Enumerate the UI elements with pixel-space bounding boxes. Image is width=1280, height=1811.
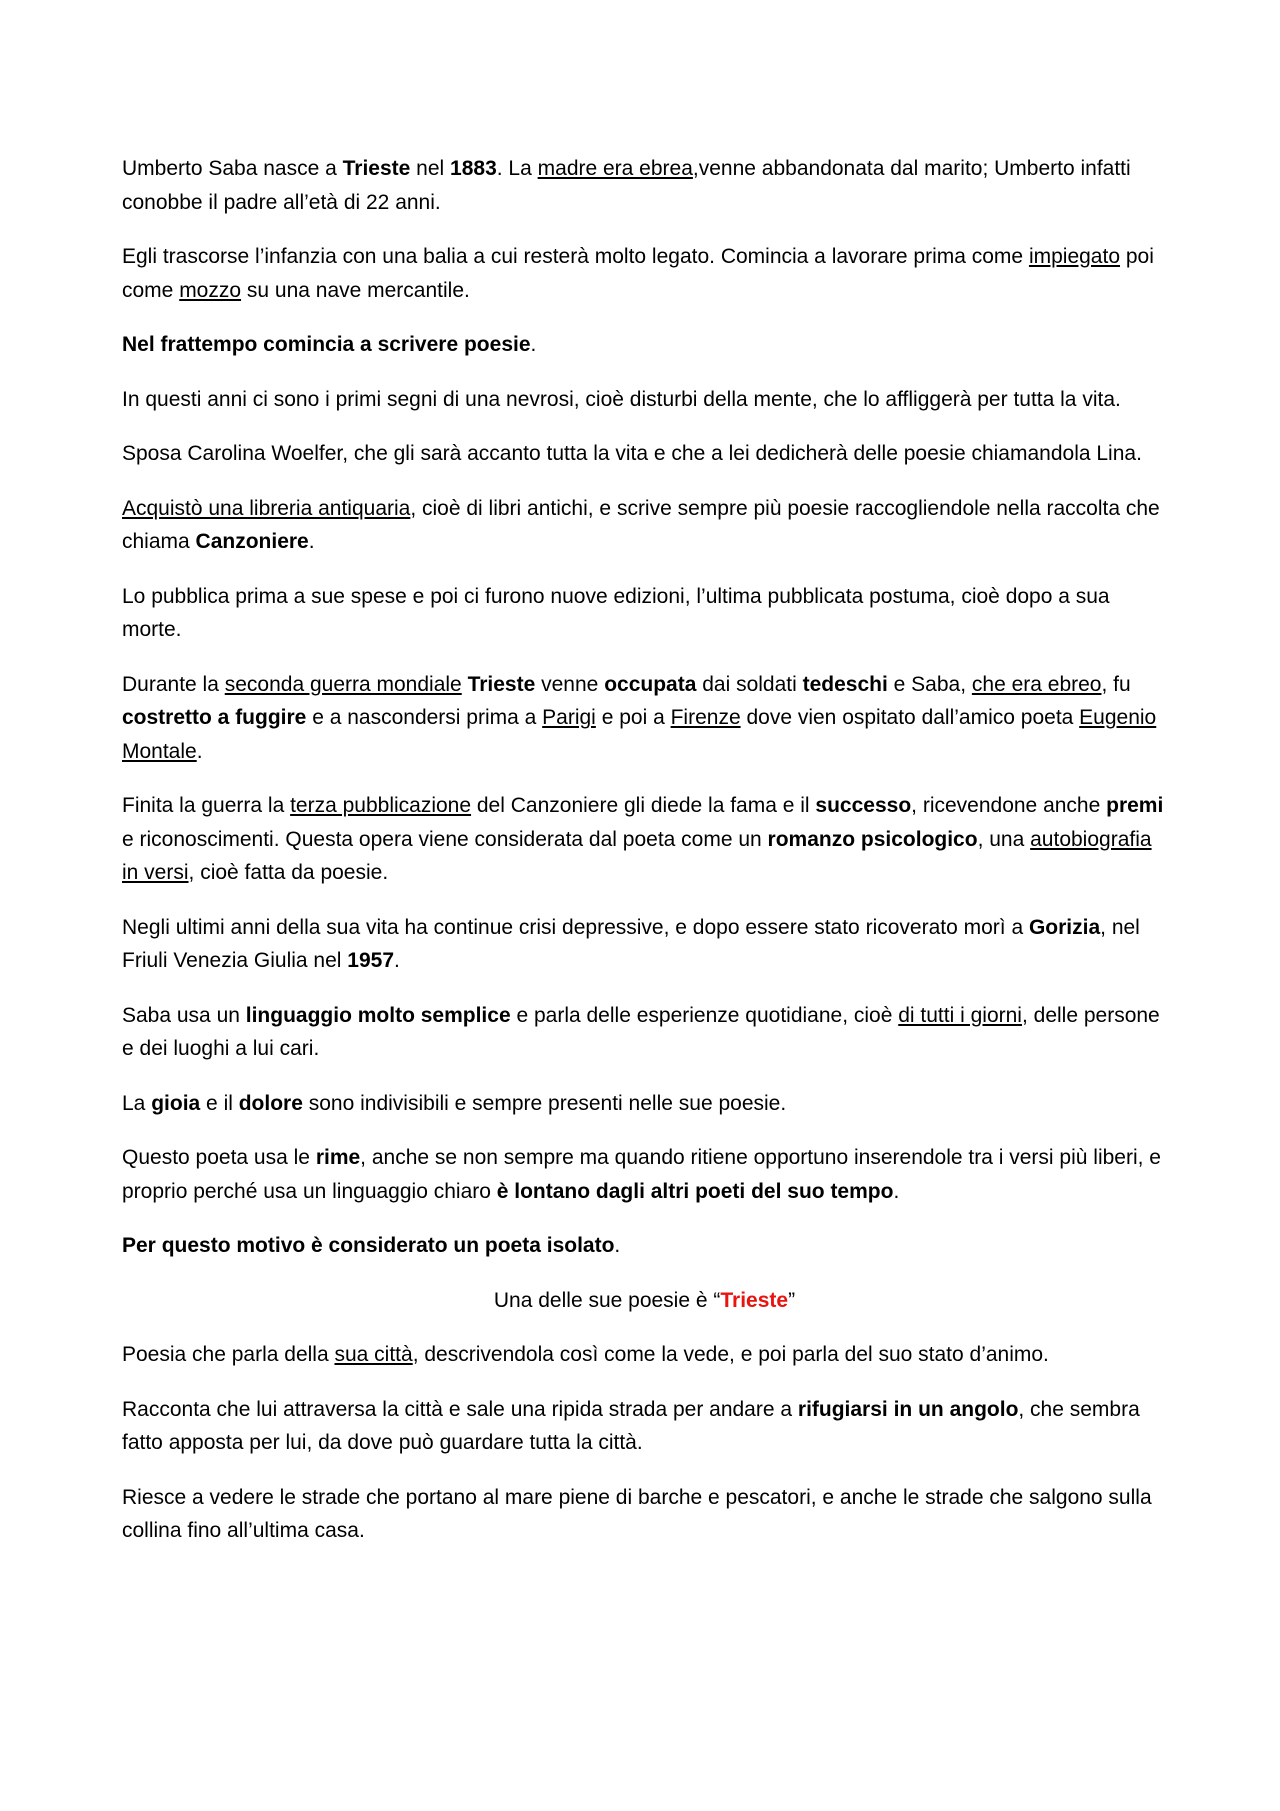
text-run: e poi a: [595, 706, 671, 729]
document-page: [122, 152, 1167, 1569]
paragraph: [122, 1393, 1167, 1460]
bold-run: Gorizia: [1028, 915, 1101, 939]
bold-run: 1957: [347, 949, 394, 972]
underlined-run: madre era ebrea: [537, 157, 693, 180]
highlighted-title-run: Trieste: [720, 1288, 789, 1312]
text-run: Durante la: [122, 672, 225, 696]
paragraph: [122, 1141, 1167, 1208]
text-run: , una: [977, 827, 1031, 851]
underlined-run: impiegato: [1028, 245, 1120, 268]
text-run: Sposa Carolina Woelfer, che gli sarà accanto tutta la vita e che a lei dedicherà delle poesie chiamandola Lina.: [122, 442, 1142, 465]
bold-run: costretto a fuggire: [122, 706, 307, 729]
paragraph: [122, 1229, 1167, 1263]
paragraph: [122, 1481, 1167, 1548]
text-run: , che sembra fatto apposta per lui, da dove può guardare tutta la città.: [122, 1397, 1140, 1454]
underlined-run: terza pubblicazione: [290, 794, 472, 817]
underlined-run: autobiografia in versi: [122, 827, 1152, 884]
text-run: e parla delle esperienze quotidiane, cioè: [510, 1003, 899, 1027]
text-run: .: [614, 1234, 621, 1257]
text-run: , cioè fatta da poesie.: [188, 861, 389, 884]
text-run: .: [530, 333, 537, 356]
paragraph: [122, 240, 1167, 307]
bold-run: Trieste: [467, 672, 536, 696]
text-run: La: [122, 1091, 152, 1115]
bold-run: tedeschi: [802, 672, 888, 696]
text-run: .: [308, 530, 315, 553]
paragraph: [122, 668, 1167, 769]
bold-run: è lontano dagli altri poeti del suo tempo: [496, 1179, 894, 1203]
underlined-run: Firenze: [670, 706, 741, 729]
text-run: Riesce a vedere le strade che portano al mare piene di barche e pescatori, e anche le strade che salgono sulla collina fino all’ultima casa.: [122, 1485, 1152, 1542]
bold-run: linguaggio molto semplice: [245, 1003, 511, 1027]
text-run: venne: [535, 672, 605, 696]
paragraph: [122, 789, 1167, 890]
centered-paragraph: [122, 1284, 1167, 1318]
bold-run: rime: [315, 1146, 361, 1169]
underlined-run: Eugenio Montale: [122, 706, 1157, 763]
text-run: Umberto Saba nasce a: [122, 157, 343, 180]
text-run: , nel Friuli Venezia Giulia nel: [122, 915, 1140, 972]
bold-run: Nel frattempo comincia a scrivere poesie: [122, 333, 531, 356]
text-run: Saba usa un: [122, 1003, 246, 1027]
text-run: , cioè di libri antichi, e scrive sempre più poesie raccogliendole nella raccolta che chiama: [122, 496, 1160, 553]
text-run: e riconoscimenti. Questa opera viene considerata dal poeta come un: [122, 827, 768, 851]
bold-run: premi: [1106, 794, 1164, 817]
bold-run: rifugiarsi in un angolo: [797, 1397, 1019, 1421]
text-run: nel: [410, 157, 451, 180]
text-run: ”: [788, 1288, 796, 1312]
paragraph: [122, 1338, 1167, 1372]
bold-run: Trieste: [342, 157, 411, 180]
text-run: , anche se non sempre ma quando ritiene opportuno inserendole tra i versi più liberi, e proprio perché usa un linguaggio chiaro: [122, 1146, 1161, 1203]
paragraph: [122, 328, 1167, 362]
text-run: Egli trascorse l’infanzia con una balia a cui resterà molto legato. Comincia a lavorare prima come: [122, 245, 1029, 268]
underlined-run: Parigi: [542, 706, 596, 729]
text-run: . La: [496, 157, 538, 180]
bold-run: 1883: [450, 157, 497, 180]
bold-run: successo: [815, 794, 912, 817]
text-run: poi come: [122, 245, 1154, 302]
text-run: Una delle sue poesie è “: [493, 1288, 721, 1312]
paragraph: [122, 580, 1167, 647]
text-run: , fu: [1101, 672, 1131, 696]
text-run: del Canzoniere gli diede la fama e il: [471, 794, 816, 817]
text-run: .: [893, 1179, 900, 1203]
text-run: dove vien ospitato dall’amico poeta: [740, 706, 1080, 729]
text-run: Finita la guerra la: [122, 794, 291, 817]
underlined-run: sua città: [334, 1343, 413, 1366]
text-run: Racconta che lui attraversa la città e sale una ripida strada per andare a: [122, 1397, 798, 1421]
bold-run: romanzo psicologico: [767, 827, 978, 851]
text-run: , descrivendola così come la vede, e poi parla del suo stato d’animo.: [412, 1343, 1049, 1366]
paragraph: [122, 437, 1167, 471]
text-run: Poesia che parla della: [122, 1343, 335, 1366]
text-run: , delle persone e dei luoghi a lui cari.: [122, 1003, 1160, 1060]
bold-run: Canzoniere: [195, 530, 309, 553]
paragraph: [122, 1087, 1167, 1121]
paragraph: [122, 999, 1167, 1066]
text-run: .: [196, 739, 203, 763]
paragraph: [122, 152, 1167, 219]
underlined-run: seconda guerra mondiale: [224, 672, 462, 696]
paragraph: [122, 383, 1167, 417]
text-run: sono indivisibili e sempre presenti nelle sue poesie.: [302, 1091, 787, 1115]
paragraph: [122, 911, 1167, 978]
underlined-run: mozzo: [179, 278, 242, 302]
text-run: e Saba,: [887, 672, 972, 696]
bold-run: dolore: [238, 1091, 303, 1115]
text-run: dai soldati: [696, 672, 803, 696]
text-run: ,venne abbandonata dal marito; Umberto infatti conobbe il padre all’età di 22 anni.: [122, 157, 1131, 214]
text-run: .: [394, 949, 400, 972]
text-run: Negli ultimi anni della sua vita ha continue crisi depressive, e dopo essere stato ricoverato morì a: [122, 915, 1029, 939]
underlined-run: che era ebreo: [971, 672, 1102, 696]
text-run: In questi anni ci sono i primi segni di una nevrosi, cioè disturbi della mente, che lo affliggerà per tutta la vita.: [122, 387, 1121, 411]
text-run: , ricevendone anche: [911, 794, 1107, 817]
bold-run: gioia: [151, 1091, 201, 1115]
underlined-run: di tutti i giorni: [898, 1003, 1022, 1027]
text-run: su una nave mercantile.: [241, 278, 470, 302]
text-run: Questo poeta usa le: [122, 1146, 316, 1169]
paragraph: [122, 492, 1167, 559]
underlined-run: Acquistò una libreria antiquaria: [122, 496, 411, 520]
text-run: e a nascondersi prima a: [306, 706, 543, 729]
text-run: Lo pubblica prima a sue spese e poi ci furono nuove edizioni, l’ultima pubblicata postuma, cioè dopo a sua morte.: [122, 584, 1110, 641]
text-run: e il: [200, 1091, 239, 1115]
bold-run: Per questo motivo è considerato un poeta isolato: [122, 1234, 615, 1257]
bold-run: occupata: [604, 672, 697, 696]
